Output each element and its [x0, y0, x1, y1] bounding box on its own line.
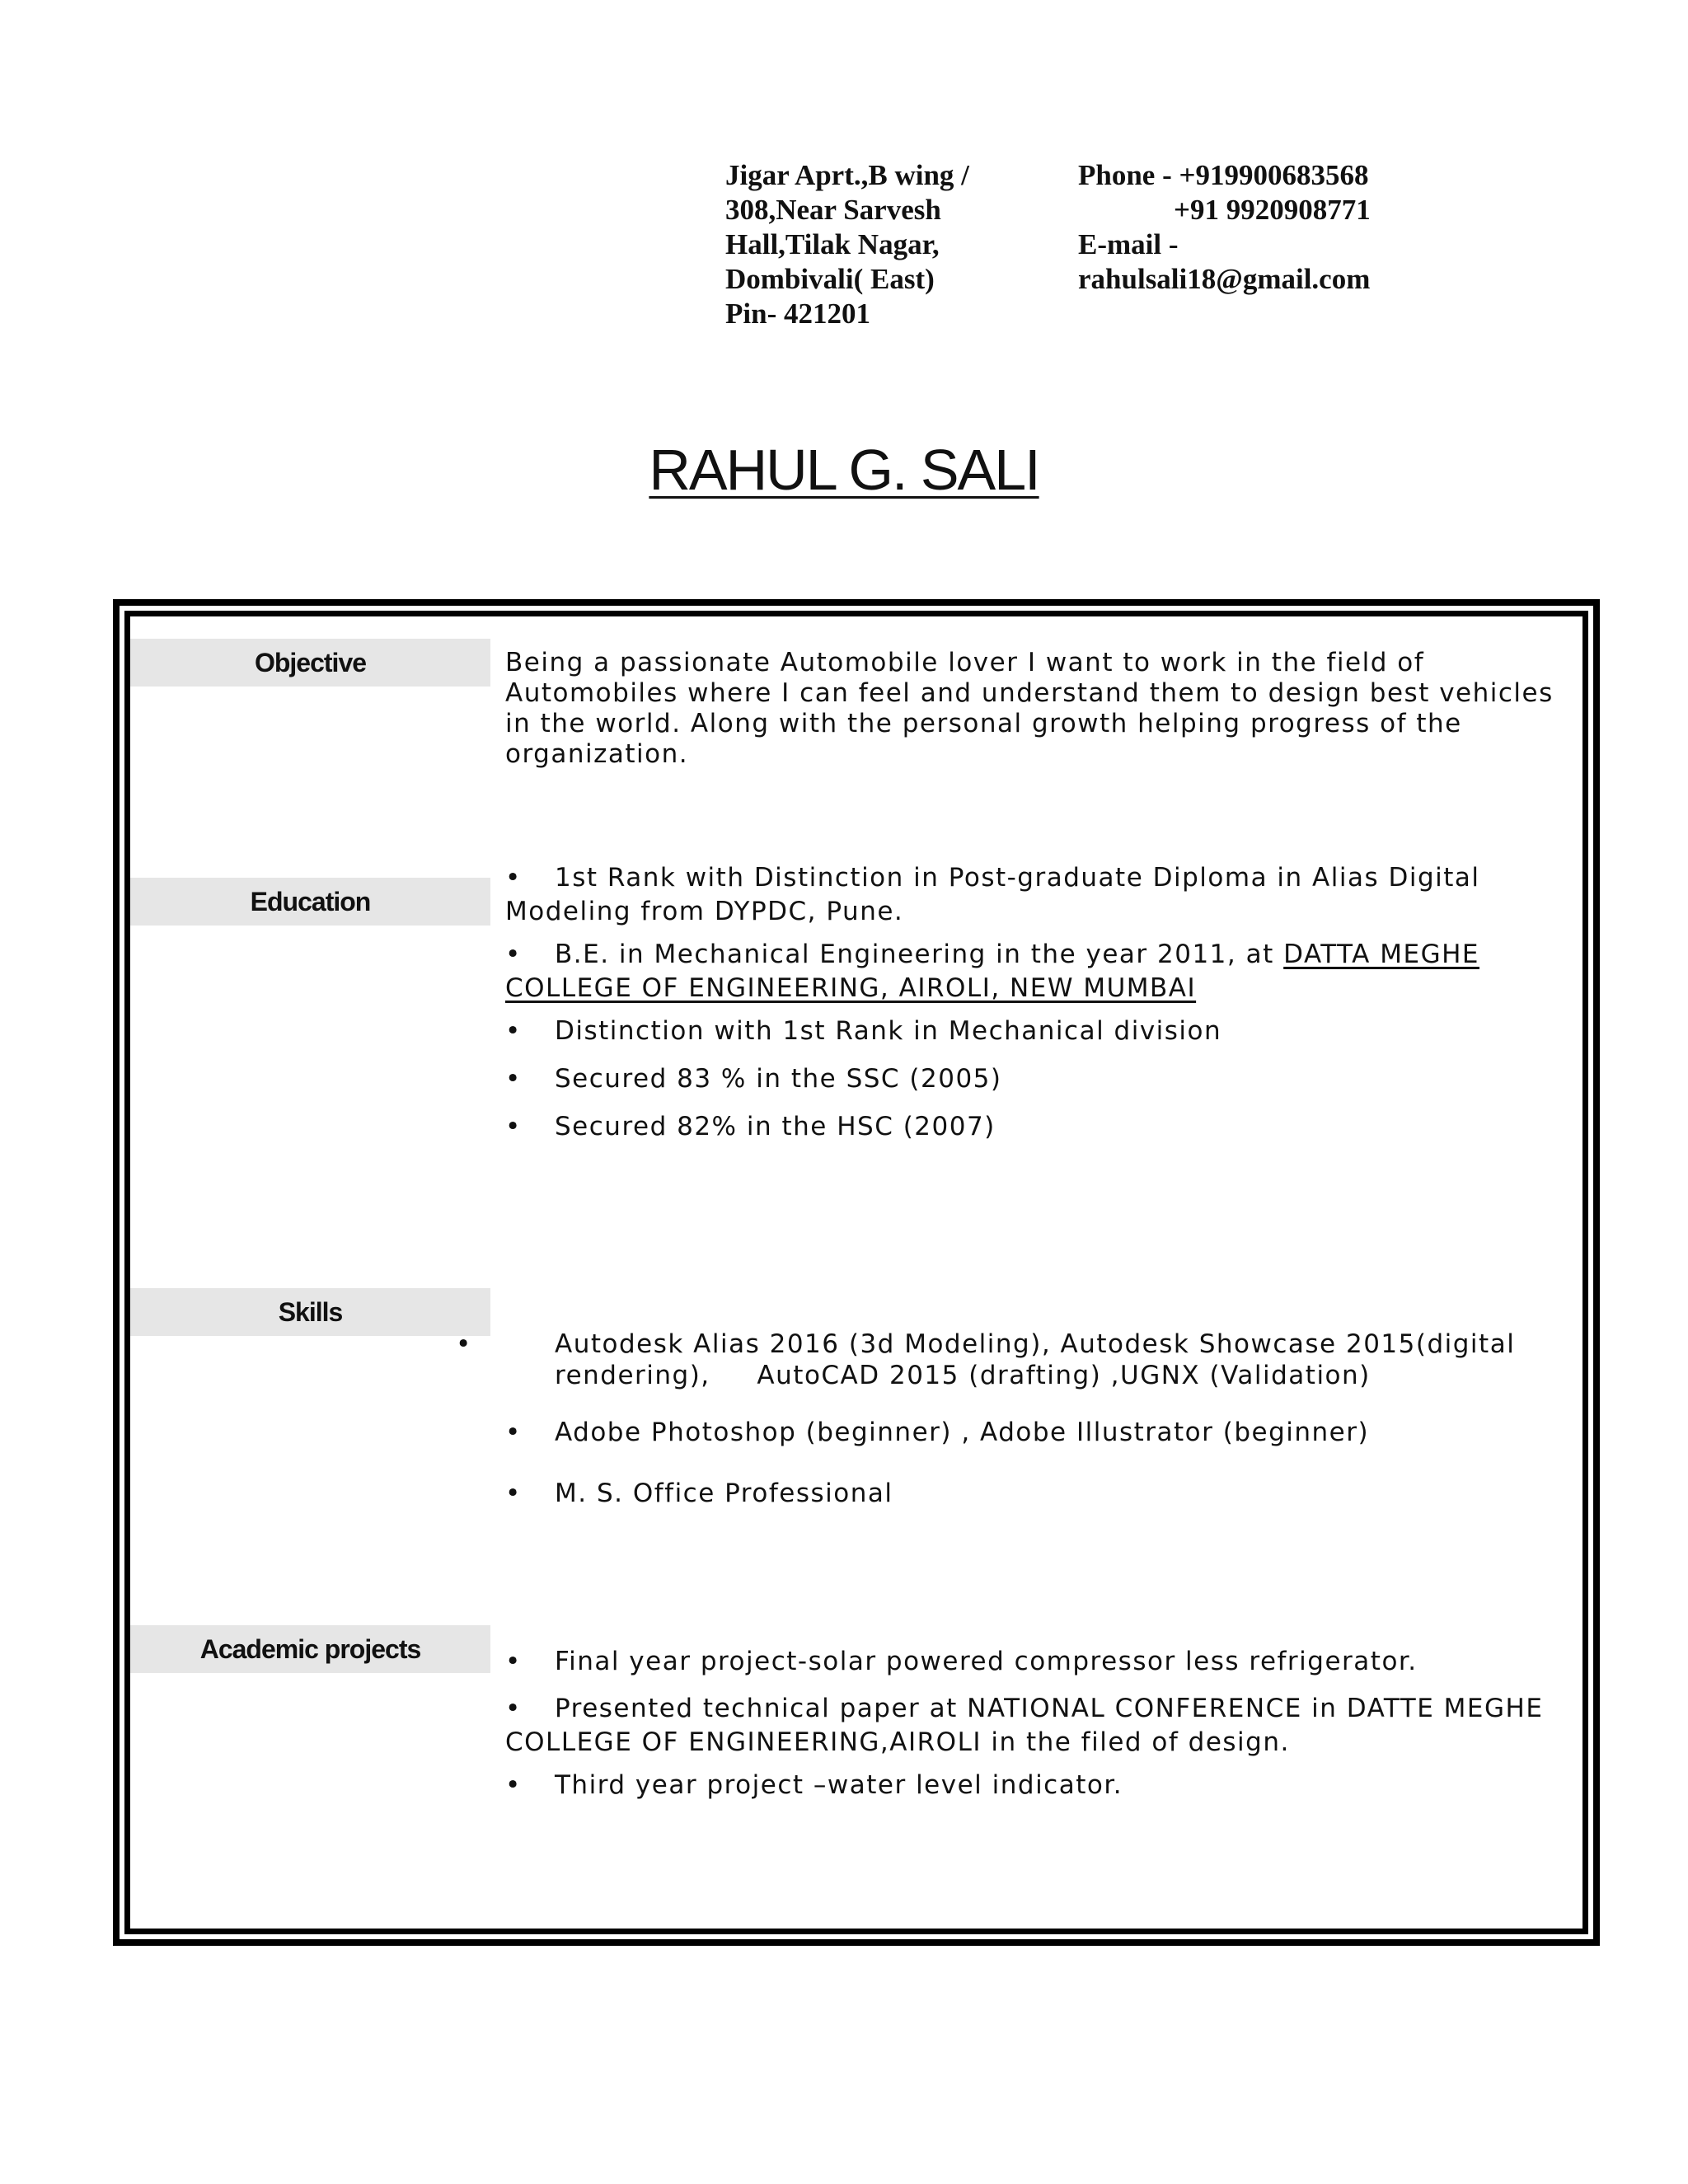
list-item-text: Presented technical paper at NATIONAL CONFERENCE in DATTE MEGHE	[555, 1694, 1544, 1723]
bullet: •	[505, 940, 522, 969]
list-item-text: 1st Rank with Distinction in Post-graduate Diploma in Alias Digital	[555, 863, 1480, 893]
bullet: •	[505, 863, 522, 893]
list-item	[505, 1062, 1577, 1096]
list-item	[505, 1110, 1577, 1144]
list-item	[456, 1329, 1577, 1391]
education-list	[505, 861, 1577, 1144]
projects-label: Academic projects	[130, 1625, 490, 1673]
list-item-text: Modeling from DYPDC, Pune.	[505, 897, 904, 926]
list-item-text: COLLEGE OF ENGINEERING,AIROLI in the filed of design.	[505, 1727, 1290, 1757]
bullet: •	[505, 1479, 522, 1508]
list-item-text: B.E. in Mechanical Engineering in the year 2011, at	[555, 940, 1274, 969]
skills-list	[456, 1329, 1577, 1511]
address-line: 308,Near Sarvesh	[725, 194, 941, 226]
bullet: •	[505, 1064, 522, 1094]
phone-line: Phone - +919900683568	[1078, 159, 1369, 191]
list-item-text: Final year project-solar powered compressor less refrigerator.	[555, 1647, 1418, 1676]
bullet: •	[505, 1016, 522, 1046]
bullet: •	[456, 1329, 472, 1359]
email-label: E-mail -	[1078, 228, 1179, 260]
address-line: Jigar Aprt.,B wing /	[725, 159, 969, 191]
address-block	[725, 158, 969, 331]
list-item-text: Secured 82% in the HSC (2007)	[555, 1112, 996, 1141]
education-label: Education	[130, 878, 490, 926]
bullet: •	[505, 1694, 522, 1723]
list-item-text: M. S. Office Professional	[555, 1479, 893, 1508]
email-address: rahulsali18@gmail.com	[1078, 263, 1371, 295]
bullet: •	[505, 1418, 522, 1447]
list-item	[505, 1769, 1577, 1802]
address-line: Pin- 421201	[725, 298, 870, 330]
list-item	[505, 1645, 1577, 1679]
list-item	[505, 1015, 1577, 1048]
college-link: COLLEGE OF ENGINEERING, AIROLI, NEW MUMBAI	[505, 973, 1197, 1003]
list-item	[505, 1692, 1577, 1760]
list-item	[505, 938, 1577, 1005]
list-item-text: Autodesk Alias 2016 (3d Modeling), Autodesk Showcase 2015(digital rendering), AutoCAD 2015 (drafting) ,UGNX (Validation)	[555, 1329, 1525, 1390]
list-item-text: Secured 83 % in the SSC (2005)	[555, 1064, 1002, 1094]
skills-label: Skills	[130, 1288, 490, 1336]
contact-block	[1078, 158, 1371, 297]
objective-label: Objective	[130, 639, 490, 687]
list-item	[505, 861, 1577, 929]
objective-text: Being a passionate Automobile lover I want to work in the field of Automobiles where I can feel and understand them to design best vehicles in the world. Along with the personal growth helping progress of the organization.	[505, 648, 1554, 769]
bullet: •	[505, 1647, 522, 1676]
bullet: •	[505, 1770, 522, 1800]
list-item-text: Adobe Photoshop (beginner) , Adobe Illustrator (beginner)	[555, 1418, 1370, 1447]
list-item	[505, 1477, 1577, 1511]
phone-alt: +91 9920908771	[1174, 194, 1371, 226]
list-item	[505, 1416, 1577, 1450]
address-line: Hall,Tilak Nagar,	[725, 228, 940, 260]
projects-list	[505, 1645, 1577, 1802]
bullet: •	[505, 1112, 522, 1141]
candidate-name: RAHUL G. SALI	[649, 438, 1039, 502]
list-item-text: Distinction with 1st Rank in Mechanical division	[555, 1016, 1222, 1046]
college-link: DATTA MEGHE	[1283, 940, 1479, 969]
address-line: Dombivali( East)	[725, 263, 935, 295]
list-item-text: Third year project –water level indicator.	[555, 1770, 1123, 1800]
